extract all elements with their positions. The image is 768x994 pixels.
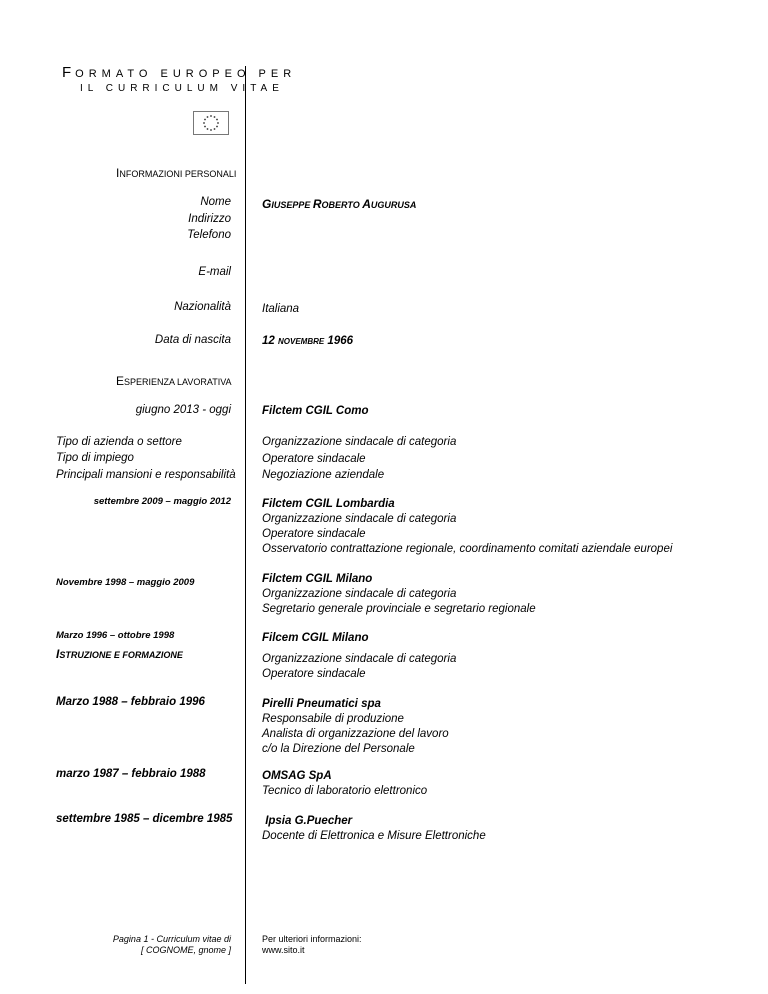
birth-month: NOVEMBRE	[278, 337, 325, 346]
label-indirizzo: Indirizzo	[188, 213, 231, 225]
footer-page-info	[113, 934, 231, 956]
label-nazionalita: Nazionalità	[174, 301, 231, 313]
label-tipo-impiego: Tipo di impiego	[56, 452, 134, 464]
label-email: E-mail	[198, 266, 231, 278]
name-rest: UGURUSA	[370, 200, 417, 210]
footer-more-info	[262, 934, 362, 956]
job-block	[262, 769, 427, 799]
section-education	[56, 647, 183, 661]
value-nazionalita: Italiana	[262, 303, 300, 315]
eu-flag-icon	[193, 111, 229, 135]
job-detail-line: Operatore sindacale	[262, 668, 366, 680]
job-dates: Novembre 1998 – maggio 2009	[56, 577, 195, 588]
job-detail-line: Organizzazione sindacale di categoria	[262, 588, 457, 600]
job-employer: Filcem CGIL Milano	[262, 632, 369, 644]
section-rest: STRUZIONE E	[59, 650, 123, 660]
footer-name-placeholder: [ COGNOME, gnome ]	[140, 945, 231, 955]
section-initial: I	[116, 166, 120, 180]
name-rest: OBERTO	[321, 200, 363, 210]
label-tipo-azienda: Tipo di azienda o settore	[56, 436, 182, 448]
job-details	[262, 434, 456, 484]
footer-website-link[interactable]: www.sito.it	[262, 945, 305, 955]
job-detail-line: Segretario generale provinciale e segretario regionale	[262, 603, 536, 615]
job-employer: Filctem CGIL Como	[262, 405, 369, 417]
job-detail-line: Tecnico di laboratorio elettronico	[262, 785, 428, 797]
person-name	[262, 197, 416, 213]
footer-text: - Curriculum vitae di	[148, 934, 231, 944]
job-employer: Filctem CGIL Lombardia	[262, 498, 395, 510]
value-data-nascita	[262, 334, 353, 349]
job-dates: Marzo 1988 – febbraio 1996	[56, 696, 205, 708]
job-block	[262, 497, 672, 557]
name-rest: IUSEPPE	[271, 200, 313, 210]
birth-day: 12	[262, 335, 278, 347]
label-mansioni: Principali mansioni e responsabilità	[56, 469, 236, 481]
section-initial: E	[116, 374, 125, 388]
page-number: 1	[143, 934, 149, 944]
section-rest: FORMAZIONE	[122, 650, 183, 660]
section-rest: SPERIENZA LAVORATIVA	[124, 377, 232, 387]
job-detail-line: Responsabile di produzione	[262, 713, 404, 725]
job-employer: Ipsia G.Puecher	[262, 815, 353, 827]
job-dates: settembre 1985 – dicembre 1985	[56, 813, 233, 825]
job-details	[262, 652, 456, 682]
section-experience	[116, 374, 232, 388]
job-block	[262, 572, 536, 617]
name-initial: R	[312, 197, 322, 211]
job-detail-line: Negoziazione aziendale	[262, 469, 385, 481]
header-title-line1	[62, 64, 296, 81]
job-dates: marzo 1987 – febbraio 1988	[56, 768, 206, 780]
job-dates: giugno 2013 - oggi	[135, 404, 231, 416]
job-detail-line: Analista di organizzazione del lavoro	[262, 728, 449, 740]
section-initial: I	[56, 647, 60, 661]
birth-year: 1966	[324, 335, 354, 347]
label-data-nascita: Data di nascita	[154, 334, 231, 346]
footer-info-label: Per ulteriori informazioni:	[262, 934, 362, 944]
header-line1-rest: ORMATO EUROPEO PER	[75, 68, 297, 80]
footer-text: Pagina	[112, 934, 144, 944]
section-rest: NFORMAZIONI PERSONALI	[119, 169, 237, 179]
job-detail-line: c/o la Direzione del Personale	[262, 743, 415, 755]
header-initial: F	[62, 64, 76, 81]
job-employer: OMSAG SpA	[262, 770, 332, 782]
job-detail-line: Operatore sindacale	[262, 452, 366, 465]
label-telefono: Telefono	[187, 229, 231, 241]
column-divider	[245, 66, 246, 984]
job-detail-line: Organizzazione sindacale di categoria	[262, 513, 457, 525]
job-employer: Filctem CGIL Milano	[262, 573, 373, 585]
footer-page-line	[113, 934, 231, 945]
job-dates: Marzo 1996 – ottobre 1998	[56, 630, 175, 641]
job-detail-line: Operatore sindacale	[262, 528, 366, 540]
job-detail-line: Osservatorio contrattazione regionale, coordinamento comitati aziendale europei	[262, 543, 673, 555]
header-title-line2: IL CURRICULUM VITAE	[80, 83, 284, 94]
job-detail-line: Organizzazione sindacale di categoria	[262, 436, 457, 448]
job-employer: Pirelli Pneumatici spa	[262, 698, 381, 710]
job-block	[262, 697, 449, 757]
job-dates: settembre 2009 – maggio 2012	[93, 496, 231, 507]
name-initial: G	[262, 197, 272, 211]
label-nome: Nome	[200, 196, 231, 208]
name-initial: A	[362, 197, 371, 211]
job-block	[262, 814, 486, 844]
job-detail-line: Docente di Elettronica e Misure Elettroniche	[262, 830, 486, 842]
job-detail-line: Organizzazione sindacale di categoria	[262, 653, 457, 665]
section-personal-info	[116, 166, 236, 180]
